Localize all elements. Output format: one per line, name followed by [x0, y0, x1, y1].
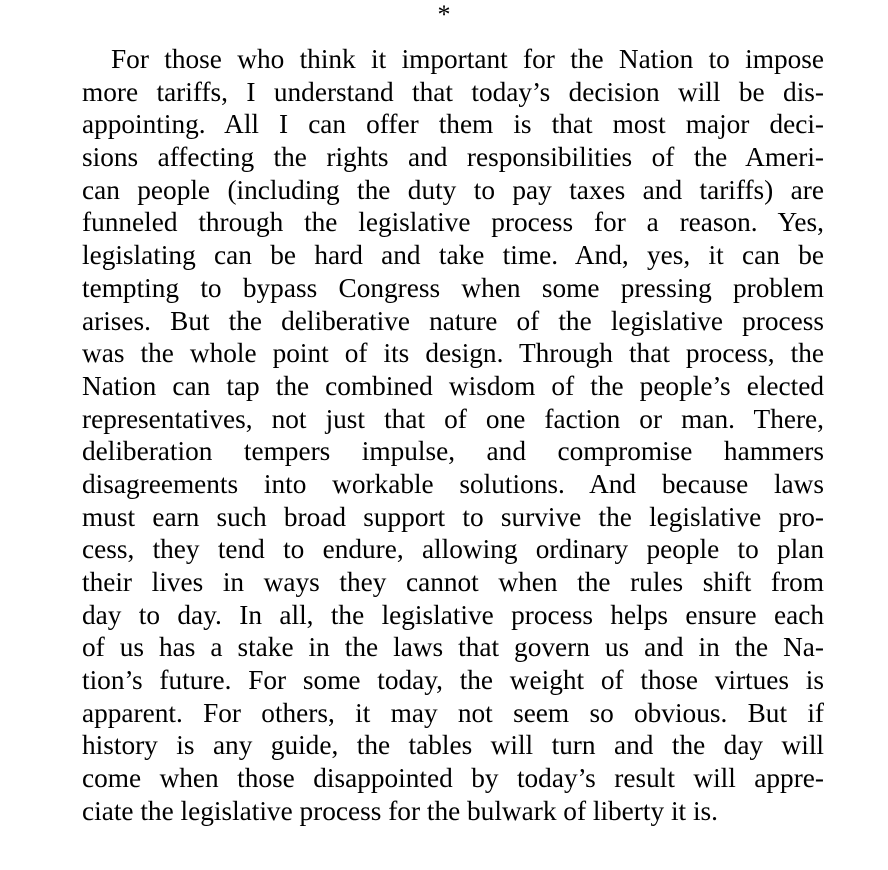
paragraph-line: representatives, not just that of one faction or man. There, — [82, 403, 824, 434]
paragraph-line: For those who think it important for the Nation to impose — [111, 44, 824, 74]
paragraph-line: tion’s future. For some today, the weight of those virtues is — [82, 665, 824, 696]
paragraph-line: was the whole point of its design. Through that process, the — [82, 338, 824, 369]
paragraph-line: must earn such broad support to survive the legislative pro- — [82, 501, 824, 532]
paragraph-line: disagreements into workable solutions. And because laws — [82, 468, 824, 499]
paragraph-line: Nation can tap the combined wisdom of the people’s elected — [82, 370, 824, 401]
paragraph-line: day to day. In all, the legislative process helps ensure each — [82, 599, 824, 630]
paragraph-line: cess, they tend to endure, allowing ordinary people to plan — [82, 534, 824, 565]
paragraph-line: of us has a stake in the laws that govern us and in the Na- — [82, 632, 824, 663]
section-asterisk: * — [437, 0, 451, 29]
opinion-paragraph — [82, 43, 824, 828]
paragraph-line: come when those disappointed by today’s result will appre- — [82, 763, 824, 794]
paragraph-line: sions affecting the rights and responsibilities of the Ameri- — [82, 142, 824, 173]
paragraph-line: their lives in ways they cannot when the rules shift from — [82, 567, 824, 597]
paragraph-line: appointing. All I can offer them is that most major deci- — [82, 109, 824, 140]
paragraph-line: funneled through the legislative process for a reason. Yes, — [82, 207, 824, 238]
paragraph-line: can people (including the duty to pay taxes and tariffs) are — [82, 174, 824, 205]
paragraph-line: history is any guide, the tables will turn and the day will — [82, 730, 824, 761]
paragraph-line: tempting to bypass Congress when some pressing problem — [82, 272, 824, 303]
paragraph-line: arises. But the deliberative nature of the legislative process — [82, 305, 824, 336]
paragraph-line: apparent. For others, it may not seem so obvious. But if — [82, 697, 824, 728]
paragraph-line: deliberation tempers impulse, and compromise hammers — [82, 436, 824, 467]
paragraph-line: more tariffs, I understand that today’s decision will be dis- — [82, 76, 824, 107]
paragraph-line: legislating can be hard and take time. And, yes, it can be — [82, 240, 824, 271]
paragraph-line: ciate the legislative process for the bulwark of liberty it is. — [82, 795, 718, 826]
